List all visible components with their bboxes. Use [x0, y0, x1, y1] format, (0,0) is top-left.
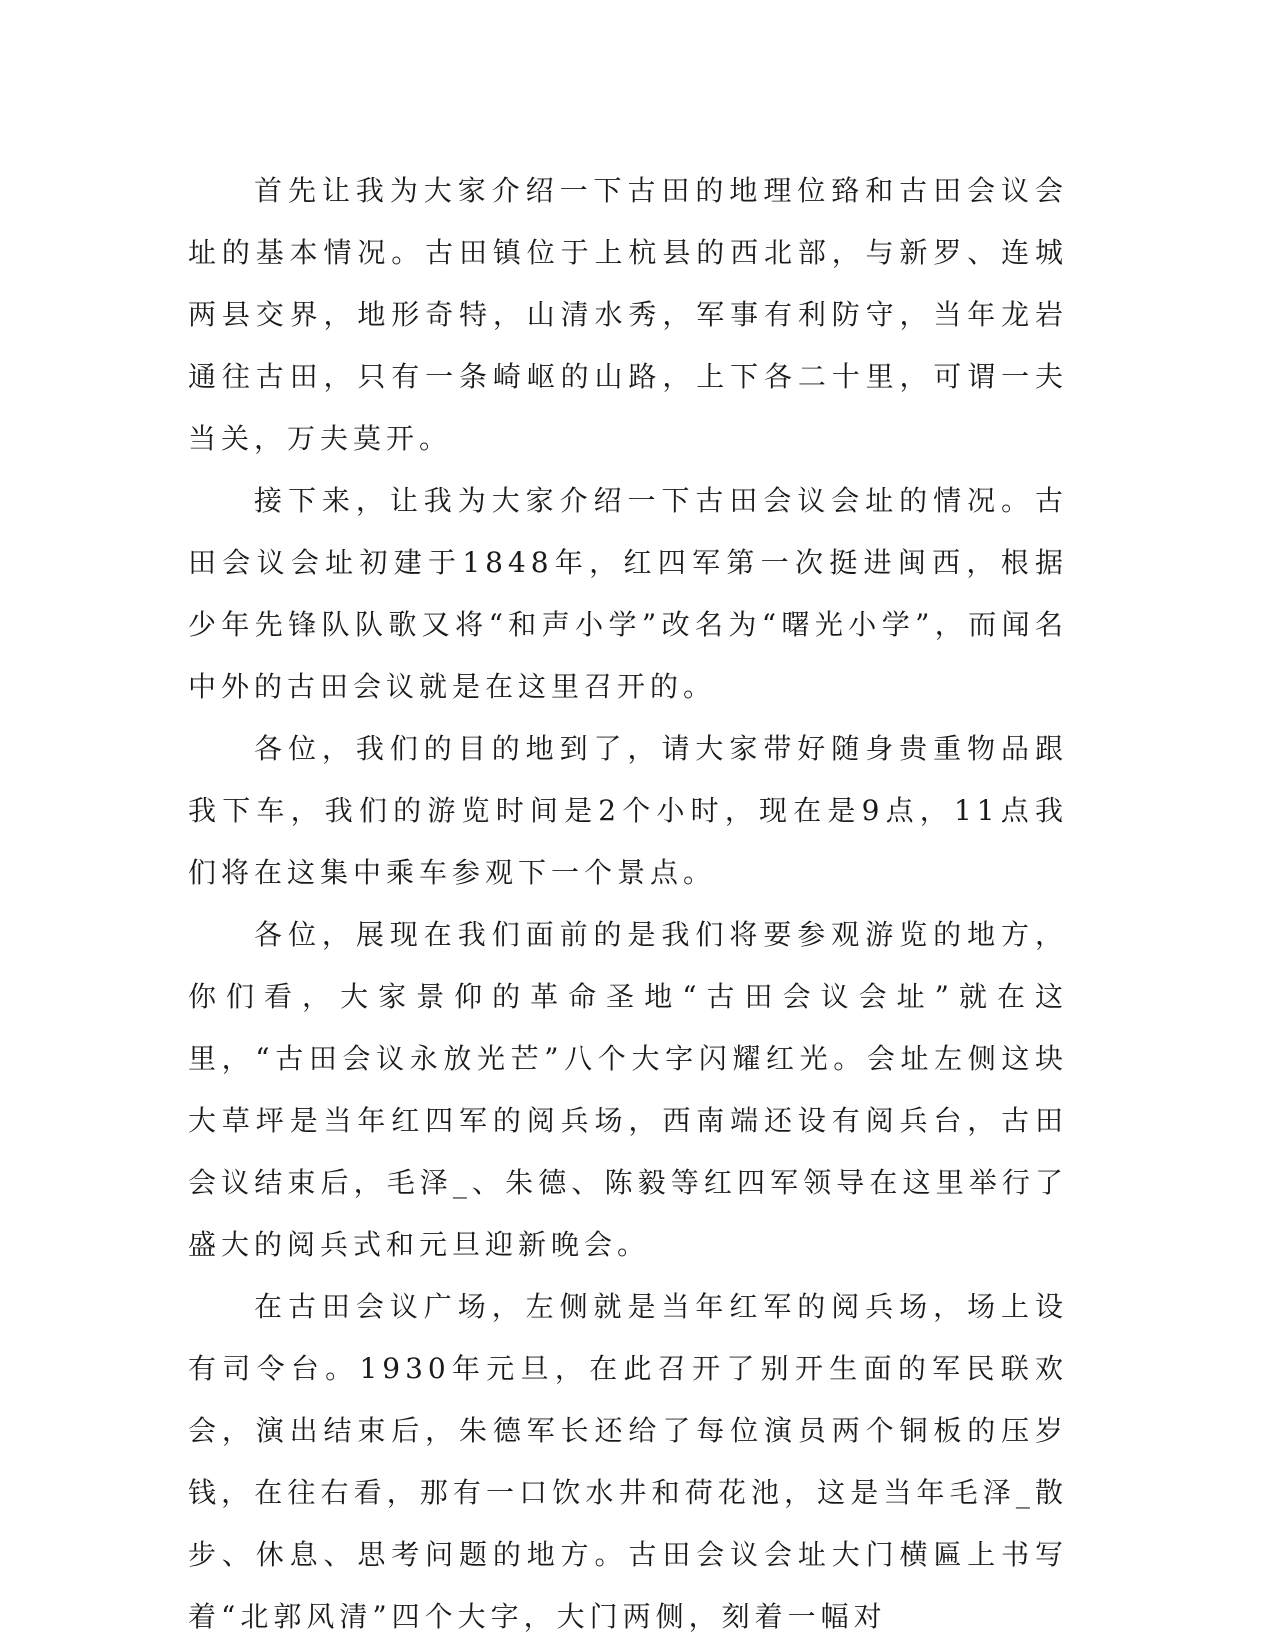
paragraph-2: 接下来，让我为大家介绍一下古田会议会址的情况。古田会议会址初建于1848年，红四军第一次挺进闽西，根据少年先锋队队歌又将“和声小学”改名为“曙光小学”，而闻名中外的古田会议就是在这里召开的。	[188, 484, 1068, 703]
paragraph-5: 在古田会议广场，左侧就是当年红军的阅兵场，场上设有司令台。1930年元旦，在此召开了别开生面的军民联欢会，演出结束后，朱德军长还给了每位演员两个铜板的压岁钱，在往右看，那有一口饮水井和荷花池，这是当年毛泽_散步、休息、思考问题的地方。古田会议会址大门横匾上书写着“北郭风清”四个大字，大门两侧，刻着一幅对	[188, 1290, 1068, 1633]
paragraph-1: 首先让我为大家介绍一下古田的地理位臵和古田会议会址的基本情况。古田镇位于上杭县的西北部，与新罗、连城两县交界，地形奇特，山清水秀，军事有利防守，当年龙岩通往古田，只有一条崎岖的山路，上下各二十里，可谓一夫当关，万夫莫开。	[188, 174, 1068, 455]
paragraph-4: 各位，展现在我们面前的是我们将要参观游览的地方，你们看，大家景仰的革命圣地“古田会议会址”就在这里，“古田会议永放光芒”八个大字闪耀红光。会址左侧这块大草坪是当年红四军的阅兵场，西南端还设有阅兵台，古田会议结束后，毛泽_、朱德、陈毅等红四军领导在这里举行了盛大的阅兵式和元旦迎新晚会。	[188, 918, 1068, 1261]
paragraph-3: 各位，我们的目的地到了，请大家带好随身贵重物品跟我下车，我们的游览时间是2个小时，现在是9点，11点我们将在这集中乘车参观下一个景点。	[188, 732, 1068, 889]
document-body	[188, 160, 1068, 1648]
